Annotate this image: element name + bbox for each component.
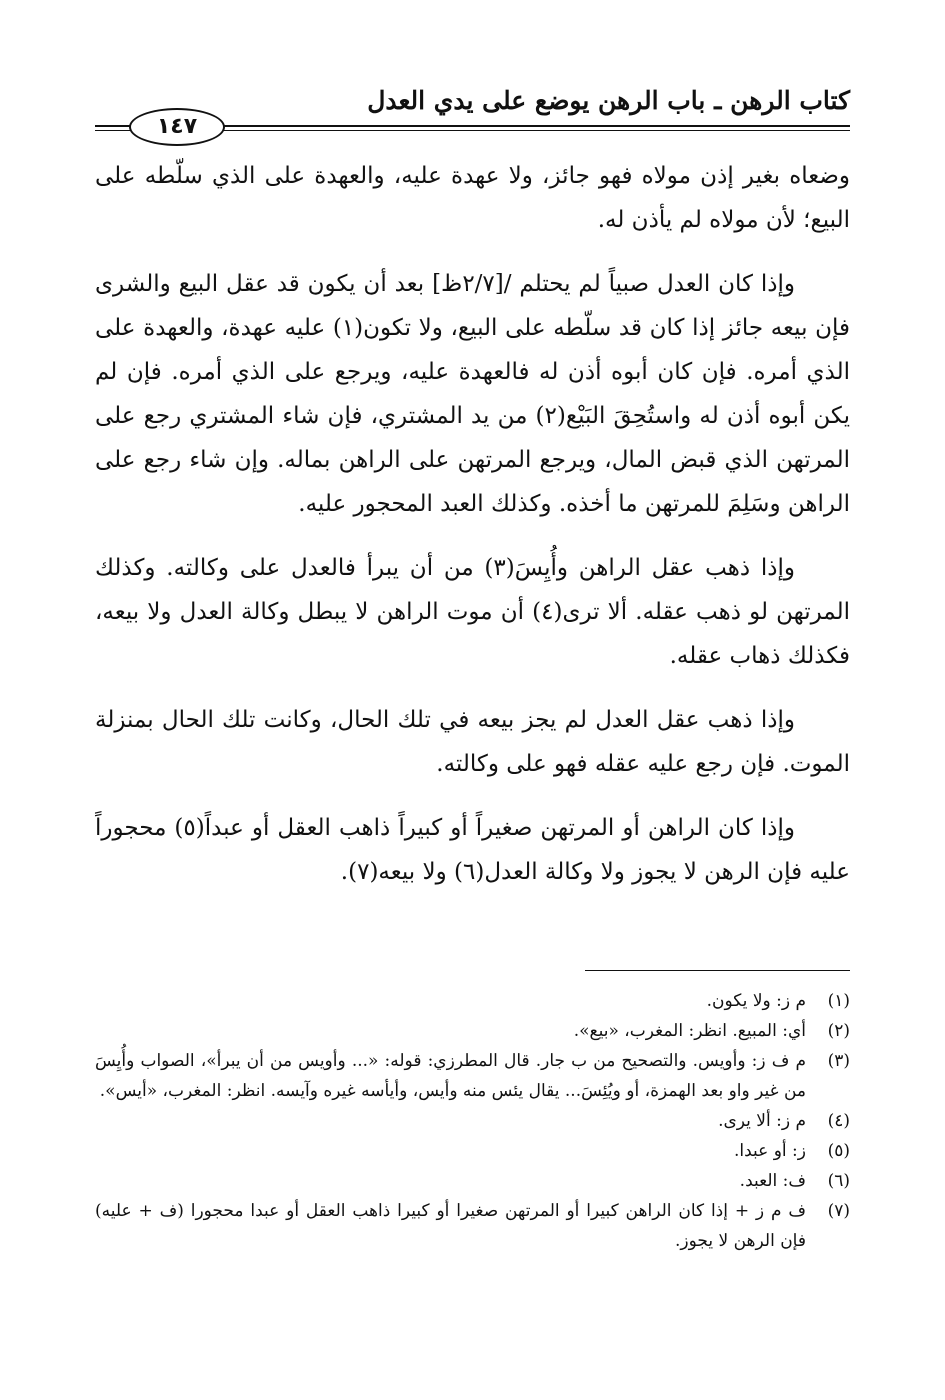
footnote-text: م ز: ألا يرى. bbox=[718, 1111, 806, 1131]
paragraph-4: وإذا ذهب عقل العدل لم يجز بيعه في تلك الحال، وكانت تلك الحال بمنزلة الموت. فإن رجع عليه عقله فهو على وكالته. bbox=[95, 707, 850, 777]
footnote-separator bbox=[585, 970, 850, 971]
footnote bbox=[95, 1106, 850, 1136]
footnote-text: أي: المبيع. انظر: المغرب، «بيع». bbox=[573, 1021, 806, 1041]
footnote-number: (٤) bbox=[827, 1111, 850, 1131]
paragraph-3: وإذا ذهب عقل الراهن وأُيِسَ(٣) من أن يبرأ فالعدل على وكالته. وكذلك المرتهن لو ذهب عقله. ألا ترى(٤) أن موت الراهن لا يبطل وكالة العدل ولا بيعه، فكذلك ذهاب عقله. bbox=[95, 555, 850, 669]
footnote bbox=[95, 986, 850, 1016]
footnote-number: (٣) bbox=[827, 1051, 850, 1071]
footnote bbox=[95, 1166, 850, 1196]
page-header bbox=[95, 82, 850, 142]
footnotes bbox=[95, 986, 850, 1256]
footnote-text: ف: العبد. bbox=[739, 1171, 806, 1191]
footnote bbox=[95, 1136, 850, 1166]
footnote-text: م ف ز: وأويس. والتصحيح من ب جار. قال المطرزي: قوله: «... وأويس من أن يبرأ»، الصواب وأُيِسَ من غير واو بعد الهمزة، أو ويُئِسَ... يقال يئس منه وأيس، وأيأسه غيره وآيسه. انظر: المغرب، «أيس». bbox=[95, 1051, 806, 1101]
footnote-text: ف م ز + إذا كان الراهن كبيرا أو المرتهن صغيرا أو كبيرا ذاهب العقل أو عبدا محجورا (ف + عليه) فإن الرهن لا يجوز. bbox=[95, 1201, 806, 1251]
paragraph-1: وضعاه بغير إذن مولاه فهو جائز، ولا عهدة عليه، والعهدة على الذي سلّطه على البيع؛ لأن مولاه لم يأذن له. bbox=[95, 163, 850, 233]
page-number: ١٤٧ bbox=[129, 108, 225, 146]
footnote bbox=[95, 1046, 850, 1106]
footnote-number: (١) bbox=[827, 991, 850, 1011]
footnote-text: ز: أو عبدا. bbox=[733, 1141, 806, 1161]
paragraph-5: وإذا كان الراهن أو المرتهن صغيراً أو كبيراً ذاهب العقل أو عبداً(٥) محجوراً عليه فإن الرهن لا يجوز ولا وكالة العدل(٦) ولا بيعه(٧). bbox=[95, 815, 850, 885]
main-text bbox=[95, 154, 850, 894]
footnote-number: (٥) bbox=[827, 1141, 850, 1161]
footnote-text: م ز: ولا يكون. bbox=[706, 991, 806, 1011]
footnote bbox=[95, 1016, 850, 1046]
footnote-number: (٢) bbox=[827, 1021, 850, 1041]
running-title: كتاب الرهن ـ باب الرهن يوضع على يدي العدل bbox=[367, 86, 850, 115]
paragraph-2: وإذا كان العدل صبياً لم يحتلم /[٢/٧ظ] بعد أن يكون قد عقل البيع والشرى فإن بيعه جائز إذا كان قد سلّطه على البيع، ولا تكون(١) عليه عهدة، والعهدة على الذي أمره. فإن كان أبوه أذن له فالعهدة عليه، ويرجع على الذي أمره. فإن لم يكن أبوه أذن له واستُحِقَ البَيْع(٢) من يد المشتري، فإن شاء المشتري رجع على المرتهن الذي قبض المال، ويرجع المرتهن على الراهن بماله. وإن شاء رجع على الراهن وسَلِمَ للمرتهن ما أخذه. وكذلك العبد المحجور عليه. bbox=[95, 271, 850, 517]
footnote-number: (٧) bbox=[827, 1201, 850, 1221]
footnote bbox=[95, 1196, 850, 1256]
footnote-number: (٦) bbox=[827, 1171, 850, 1191]
